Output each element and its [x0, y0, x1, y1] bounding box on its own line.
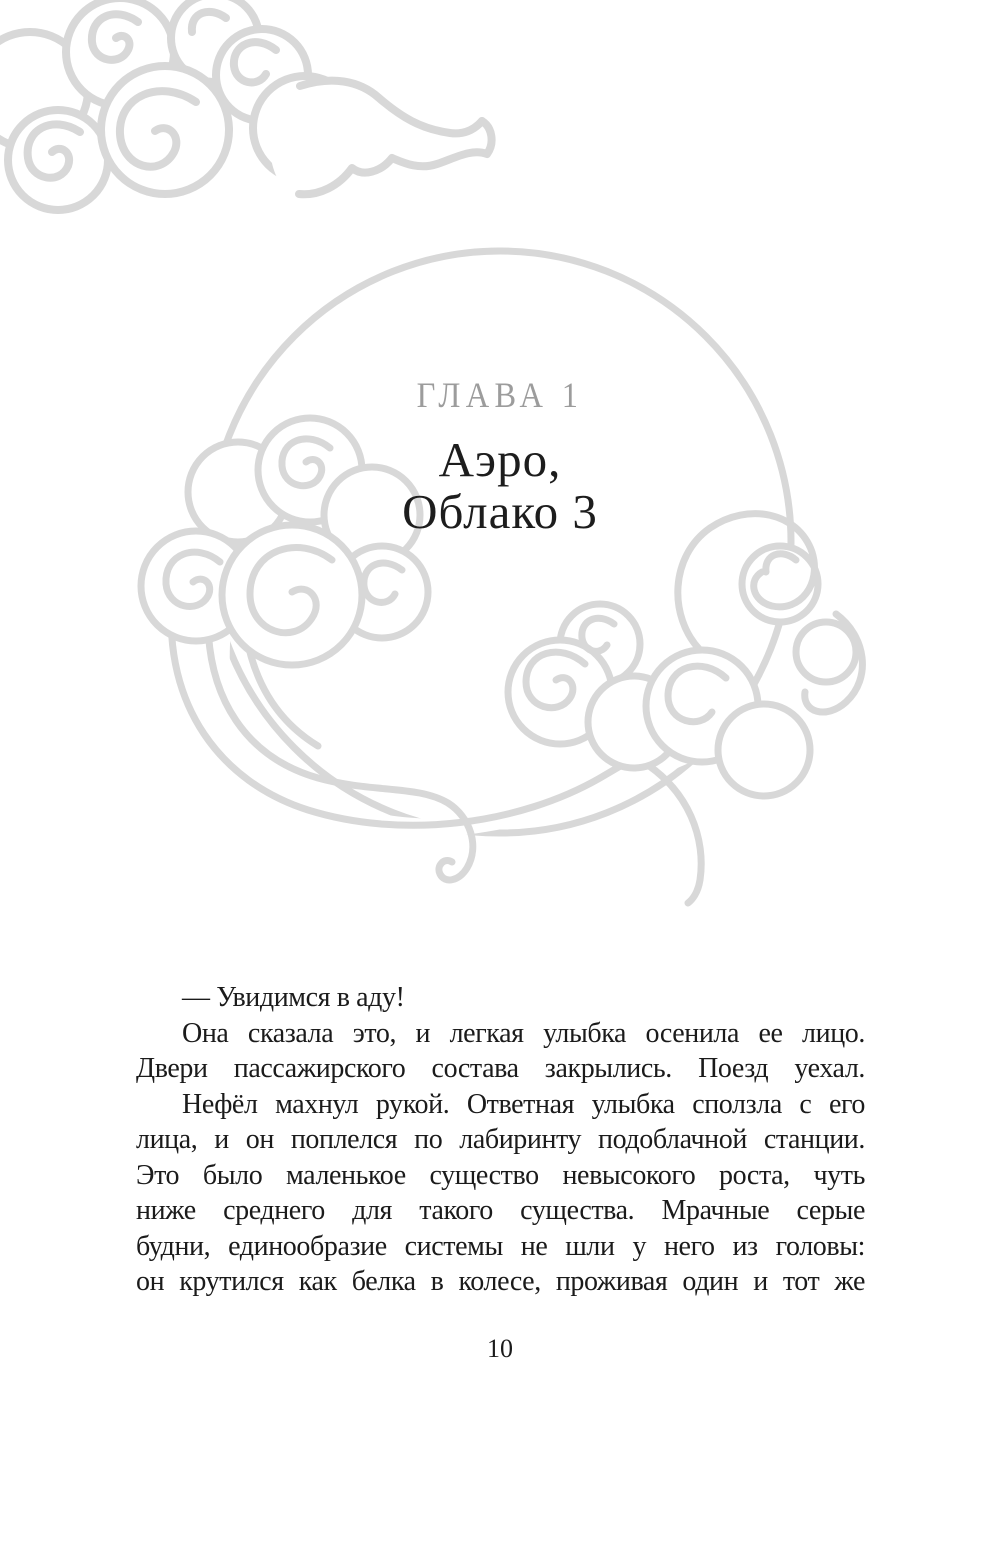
body-text-line: Она сказала это, и легкая улыбка осенила ее лицо. [182, 1017, 865, 1049]
body-text-line: — Увидимся в аду! [182, 982, 405, 1013]
cloud-ornament-top-left [0, 0, 500, 225]
chapter-title-line: Облако 3 [402, 484, 598, 539]
chapter-ornament-circle [120, 230, 890, 940]
body-text [136, 980, 865, 1300]
body-text-line: Это было маленькое существо невысокого роста, чуть [136, 1159, 865, 1191]
page-number: 10 [487, 1334, 513, 1363]
body-text-line: лица, и он поплелся по лабиринту подоблачной станции. [136, 1124, 865, 1155]
cloud-tail [270, 80, 492, 194]
chapter-label: ГЛАВА 1 [416, 375, 584, 415]
body-text-line: Двери пассажирского состава закрылись. Поезд уехал. [136, 1053, 865, 1084]
chapter-title-line: Аэро, [438, 432, 562, 487]
body-text-line: будни, единообразие системы не шли у него из головы: [136, 1230, 865, 1262]
body-text-line: ниже среднего для такого существа. Мрачные серые [136, 1195, 865, 1226]
chapter-title [0, 434, 1000, 538]
body-text-line: Нефёл махнул рукой. Ответная улыбка сползла с его [182, 1088, 865, 1120]
body-text-line: он крутился как белка в колесе, проживая один и тот же [136, 1266, 865, 1297]
